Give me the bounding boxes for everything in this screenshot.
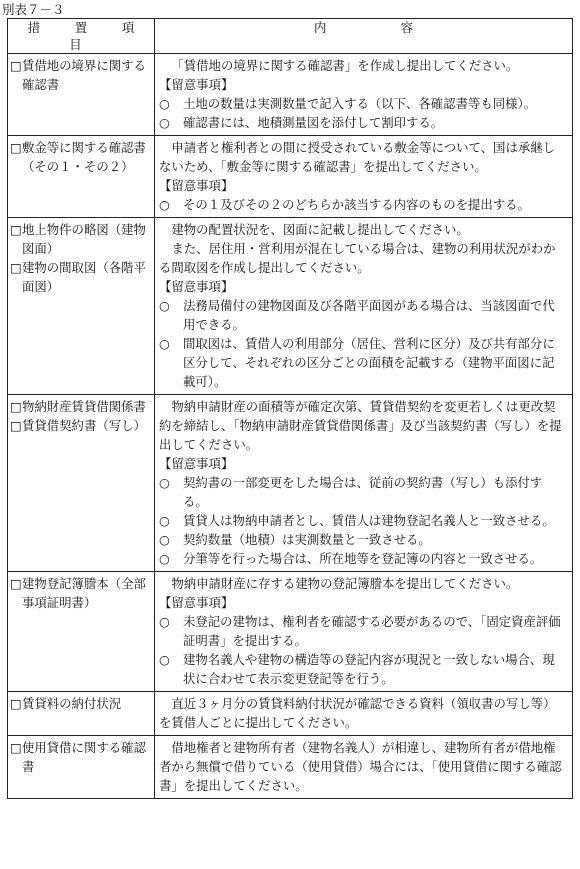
note-text: 建物名義人や建物の構造等の登記内容が現況と一致しない場合、現状に合わせて表示変更登記等を行う。 (183, 652, 555, 686)
circle-bullet-icon: ○ (159, 336, 170, 351)
note-text: 分筆等を行った場合は、所在地等を登記簿の内容と一致させる。 (183, 551, 543, 566)
content-cell (155, 136, 573, 218)
content-paragraph: 物納申請財産に存する建物の登記簿謄本を提出してください。 (171, 576, 519, 591)
note-text: その１及びその２のどちらか該当する内容のものを提出する。 (183, 197, 530, 212)
item-label: 建物登記簿謄本（全部事項証明書） (22, 576, 146, 610)
checklist-item (10, 738, 154, 776)
note-text: 法務局備付の建物図面及び各階平面図がある場合は、当該図面で代用できる。 (183, 298, 555, 332)
note-text: 間取図は、賃借人の利用部分（居住、営利に区分）及び共有部分に区分して、それぞれの区分ごとの面積を記載する（建物平面図に記載可）。 (183, 336, 555, 389)
item-label: 建物の間取図（各階平面図） (22, 260, 146, 294)
content-paragraph: また、居住用・営利用が混在している場合は、建物の利用状況がわかる間取図を作成し提出してください。 (159, 241, 556, 275)
content-paragraph: 直近３ヶ月分の賃貸料納付状況が確認できる資料（領収書の写し等）を賃借人ごとに提出してください。 (159, 696, 556, 730)
content-cell (155, 736, 573, 799)
note-item (159, 612, 566, 650)
content-paragraph: 「賃借地の境界に関する確認書」を作成し提出してください。 (171, 58, 519, 73)
note-text: 契約数量（地積）は実測数量と一致させる。 (183, 532, 431, 547)
checklist-item (10, 220, 154, 258)
circle-bullet-icon: ○ (159, 475, 170, 490)
circle-bullet-icon: ○ (159, 96, 170, 111)
item-label: 賃貸料の納付状況 (22, 696, 122, 711)
circle-bullet-icon: ○ (159, 513, 170, 528)
note-item (159, 473, 566, 511)
content-cell (155, 395, 573, 572)
checkbox-icon: □ (10, 399, 22, 414)
item-label: 敷金等に関する確認書（その１・その２） (22, 140, 146, 174)
checklist-item (10, 694, 154, 713)
table-caption: 別表７－３ (2, 2, 65, 17)
item-cell (8, 54, 155, 136)
table-row (8, 736, 573, 799)
note-text: 賃貸人は物納申請者とし、賃借人は建物登記名義人と一致させる。 (183, 513, 555, 528)
content-paragraph: 物納申請財産の面積等が確定次第、賃貸借契約を変更若しくは更改契約を締結し、「物納申請財産賃貸借関係書」及び当該契約書（写し）を提出してください。 (159, 399, 562, 452)
checkbox-icon: □ (10, 418, 22, 433)
notes-heading: 【留意事項】 (159, 178, 234, 193)
note-text: 確認書には、地積測量図を添付して割印する。 (183, 115, 444, 130)
item-cell (8, 395, 155, 572)
notes-heading: 【留意事項】 (159, 456, 234, 471)
note-item (159, 296, 566, 334)
header-content: 内 容 (155, 19, 573, 54)
checklist-item (10, 56, 154, 94)
checkbox-icon: □ (10, 58, 22, 73)
note-text: 土地の数量は実測数量で記入する（以下、各確認書等も同様）。 (183, 96, 537, 111)
checkbox-icon: □ (10, 140, 22, 155)
item-cell (8, 692, 155, 736)
circle-bullet-icon: ○ (159, 197, 170, 212)
measures-table (7, 18, 573, 799)
item-label: 使用貸借に関する確認書 (22, 740, 146, 774)
note-item (159, 334, 566, 391)
circle-bullet-icon: ○ (159, 551, 170, 566)
checklist-item (10, 138, 154, 176)
checklist-item (10, 416, 154, 435)
table-row (8, 395, 573, 572)
circle-bullet-icon: ○ (159, 298, 170, 313)
content-cell (155, 572, 573, 692)
note-text: 契約書の一部変更をした場合は、従前の契約書（写し）も添付する。 (183, 475, 543, 509)
circle-bullet-icon: ○ (159, 614, 170, 629)
item-label: 地上物件の略図（建物図面） (22, 222, 146, 256)
checkbox-icon: □ (10, 740, 22, 755)
item-label: 賃貸借契約書（写し） (22, 418, 146, 433)
checkbox-icon: □ (10, 260, 22, 275)
header-item: 措 置 項 目 (8, 19, 155, 54)
table-row (8, 218, 573, 395)
item-label: 物納財産賃貸借関係書 (22, 399, 146, 414)
item-cell (8, 736, 155, 799)
circle-bullet-icon: ○ (159, 652, 170, 667)
notes-heading: 【留意事項】 (159, 279, 234, 294)
checklist-item (10, 258, 154, 296)
table-header-row (8, 19, 573, 54)
notes-heading: 【留意事項】 (159, 595, 234, 610)
table-row (8, 136, 573, 218)
checklist-item (10, 574, 154, 612)
item-cell (8, 572, 155, 692)
content-cell (155, 54, 573, 136)
checklist-item (10, 397, 154, 416)
content-paragraph: 借地権者と建物所有者（建物名義人）が相違し、建物所有者が借地権者から無償で借りている（使用貸借）場合には、「使用貸借に関する確認書」を提出してください。 (159, 740, 562, 793)
note-item (159, 113, 566, 132)
checkbox-icon: □ (10, 222, 22, 237)
note-item (159, 650, 566, 688)
item-label: 賃借地の境界に関する確認書 (22, 58, 146, 92)
note-item (159, 94, 566, 113)
table-row (8, 692, 573, 736)
notes-heading: 【留意事項】 (159, 77, 234, 92)
item-cell (8, 136, 155, 218)
circle-bullet-icon: ○ (159, 115, 170, 130)
checkbox-icon: □ (10, 576, 22, 591)
note-item (159, 530, 566, 549)
content-paragraph: 建物の配置状況を、図面に記載し提出してください。 (171, 222, 469, 237)
table-row (8, 54, 573, 136)
note-item (159, 549, 566, 568)
note-item (159, 195, 566, 214)
content-cell (155, 692, 573, 736)
content-cell (155, 218, 573, 395)
content-paragraph: 申請者と権利者との間に授受されている敷金等について、国は承継しないため、「敷金等に関する確認書」を提出してください。 (159, 140, 556, 174)
note-text: 未登記の建物は、権利者を確認する必要があるので、「固定資産評価証明書」を提出する。 (183, 614, 561, 648)
checkbox-icon: □ (10, 696, 22, 711)
note-item (159, 511, 566, 530)
circle-bullet-icon: ○ (159, 532, 170, 547)
table-row (8, 572, 573, 692)
item-cell (8, 218, 155, 395)
